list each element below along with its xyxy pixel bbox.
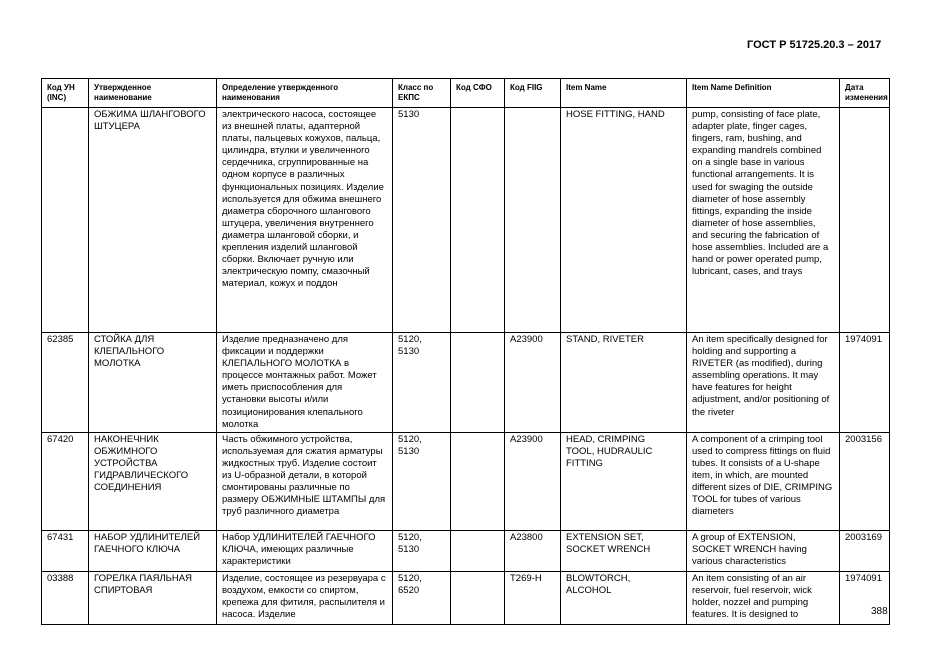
cell-item-name: STAND, RIVETER <box>561 333 687 433</box>
cell-item-def: An item specifically designed for holding and supporting a RIVETER (as modified), during assembling operations. It may have features for height adjustment, and/or positioning of the riveter <box>687 333 840 433</box>
cell-fiig: A23900 <box>505 333 561 433</box>
cell-name-ru: НАКОНЕЧНИК ОБЖИМНОГО УСТРОЙСТВА ГИДРАВЛИЧЕСКОГО СОЕДИНЕНИЯ <box>89 432 217 530</box>
cell-code: 67420 <box>42 432 89 530</box>
cell-code: 03388 <box>42 571 89 624</box>
cell-sfo <box>451 571 505 624</box>
cell-code: 62385 <box>42 333 89 433</box>
cell-sfo <box>451 108 505 333</box>
cell-item-name: EXTENSION SET, SOCKET WRENCH <box>561 530 687 571</box>
cell-item-name: HEAD, CRIMPING TOOL, HUDRAULIC FITTING <box>561 432 687 530</box>
cell-date: 1974091 <box>840 333 890 433</box>
col-header-item-name: Item Name <box>561 79 687 108</box>
cell-fiig <box>505 108 561 333</box>
cell-class: 5120, 6520 <box>393 571 451 624</box>
cell-item-name: BLOWTORCH, ALCOHOL <box>561 571 687 624</box>
cell-definition-ru: Набор УДЛИНИТЕЛЕЙ ГАЕЧНОГО КЛЮЧА, имеющих различные характеристики <box>217 530 393 571</box>
table-row <box>42 333 890 433</box>
cell-sfo <box>451 333 505 433</box>
cell-name-ru: ГОРЕЛКА ПАЯЛЬНАЯ СПИРТОВАЯ <box>89 571 217 624</box>
cell-date <box>840 108 890 333</box>
cell-date: 1974091 <box>840 571 890 624</box>
col-header-class: Класс по ЕКПС <box>393 79 451 108</box>
cell-fiig: A23800 <box>505 530 561 571</box>
cell-item-def: pump, consisting of face plate, adapter plate, finger cages, fingers, ram, bushing, and expanding mandrels combined on a single base in various functional arrangements. It is used for swaging the outside diameter of hose assembly fittings, expanding the inside diameter of hose assemblies, and securing the fabrication of hose assemblies. Included are a hand or power operated pump, lubricant, cases, and trays <box>687 108 840 333</box>
cell-name-ru: СТОЙКА ДЛЯ КЛЕПАЛЬНОГО МОЛОТКА <box>89 333 217 433</box>
cell-sfo <box>451 530 505 571</box>
document-header: ГОСТ Р 51725.20.3 – 2017 <box>747 39 882 51</box>
cell-class: 5120, 5130 <box>393 333 451 433</box>
page-number: 388 <box>871 606 888 617</box>
cell-name-ru: НАБОР УДЛИНИТЕЛЕЙ ГАЕЧНОГО КЛЮЧА <box>89 530 217 571</box>
col-header-name-ru: Утвержденное наименование <box>89 79 217 108</box>
cell-class: 5120, 5130 <box>393 432 451 530</box>
cell-item-name: HOSE FITTING, HAND <box>561 108 687 333</box>
cell-item-def: An item consisting of an air reservoir, fuel reservoir, wick holder, nozzel and pumping features. It is designed to <box>687 571 840 624</box>
col-header-sfo: Код СФО <box>451 79 505 108</box>
cell-date: 2003169 <box>840 530 890 571</box>
cell-code <box>42 108 89 333</box>
cell-definition-ru: Изделие предназначено для фиксации и поддержки КЛЕПАЛЬНОГО МОЛОТКА в процессе монтажных работ. Может иметь приспособления для установки высоты и/или позиционирования клепального молотка <box>217 333 393 433</box>
classifier-table <box>41 78 890 625</box>
cell-class: 5130 <box>393 108 451 333</box>
col-header-date: Дата изменения <box>840 79 890 108</box>
cell-fiig: A23900 <box>505 432 561 530</box>
table-row <box>42 108 890 333</box>
table-row <box>42 571 890 624</box>
col-header-code: Код УН (INC) <box>42 79 89 108</box>
table-header-row <box>42 79 890 108</box>
table-row <box>42 530 890 571</box>
cell-class: 5120, 5130 <box>393 530 451 571</box>
cell-item-def: A component of a crimping tool used to compress fittings on fluid tubes. It consists of a U-shape item, in which, are mounted different sizes of DIE, CRIMPING TOOL for tubes of various diameters <box>687 432 840 530</box>
cell-code: 67431 <box>42 530 89 571</box>
cell-fiig: T269-H <box>505 571 561 624</box>
cell-item-def: A group of EXTENSION, SOCKET WRENCH having various characteristics <box>687 530 840 571</box>
col-header-item-def: Item Name Definition <box>687 79 840 108</box>
table-row <box>42 432 890 530</box>
cell-name-ru: ОБЖИМА ШЛАНГОВОГО ШТУЦЕРА <box>89 108 217 333</box>
cell-definition-ru: электрического насоса, состоящее из внешней платы, адаптерной платы, пальцевых кожухов, пальца, цилиндра, втулки и увеличенного сердечника, сгруппированные на одном корпусе в различных функциональных позициях. Изделие используется для обжима внешнего диаметра сборочного шлангового штуцера, увеличения внутреннего диаметра шланговой сборки, и крепления изделий шланговой сборки. Включает ручную или электрическую помпу, смазочный материал, кожух и поддон <box>217 108 393 333</box>
col-header-definition-ru: Определение утвержденного наименования <box>217 79 393 108</box>
cell-definition-ru: Часть обжимного устройства, используемая для сжатия арматуры жидкостных труб. Изделие состоит из U-образной детали, в которой смонтированы различные по размеру ОБЖИМНЫЕ ШТАМПЫ для труб различного диаметра <box>217 432 393 530</box>
cell-date: 2003156 <box>840 432 890 530</box>
col-header-fiig: Код FIIG <box>505 79 561 108</box>
cell-definition-ru: Изделие, состоящее из резервуара с воздухом, емкости со спиртом, крепежа для фитиля, распылителя и насоса. Изделие <box>217 571 393 624</box>
cell-sfo <box>451 432 505 530</box>
